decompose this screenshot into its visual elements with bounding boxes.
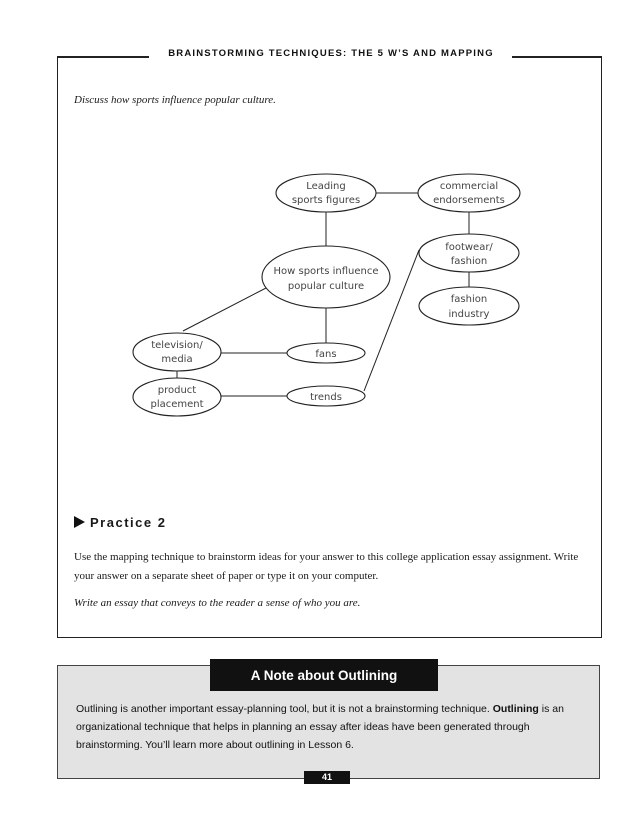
section-title: BRAINSTORMING TECHNIQUES: THE 5 W’S AND MAPPING — [168, 48, 494, 59]
practice-instructions: Use the mapping technique to brainstorm ideas for your answer to this college application essay assignment. Write your answer on a separate sheet of paper or type it on your computer. — [74, 551, 579, 582]
product-line-2: placement — [150, 399, 204, 410]
television-line-2: media — [161, 354, 193, 365]
note-body-start: Outlining is another important essay-planning tool, but it is not a brainstorming technique. — [76, 703, 493, 715]
leading-line-2: sports figures — [291, 195, 361, 206]
center-line-2: popular culture — [287, 281, 365, 292]
note-body-end: is an organizational technique that helps in planning an essay after ideas have been generated through brainstorming. You’ll learn more about outlining in Lesson 6. — [76, 703, 564, 751]
edge-center-television — [183, 287, 268, 331]
page-number: 41 — [304, 771, 350, 784]
triangle-bullet-icon — [74, 516, 85, 528]
fans-line-1: fans — [315, 349, 337, 360]
practice-heading-text: Practice 2 — [90, 515, 167, 530]
note-title: A Note about Outlining — [210, 659, 438, 691]
node-center — [262, 246, 390, 308]
practice-assignment: Write an essay that conveys to the reader a sense of who you are. — [74, 597, 361, 609]
note-body — [76, 700, 591, 754]
fashion-industry-line-2: industry — [448, 309, 490, 320]
discussion-prompt: Discuss how sports influence popular culture. — [74, 94, 276, 106]
product-line-1: product — [157, 385, 197, 396]
center-line-1: How sports influence — [273, 266, 379, 277]
node-television-media — [133, 333, 221, 371]
television-line-1: television/ — [151, 340, 203, 351]
practice-heading — [74, 515, 166, 530]
node-product-placement — [133, 378, 221, 416]
fashion-industry-line-1: fashion — [450, 294, 488, 305]
note-body-bold: Outlining — [492, 703, 539, 715]
leading-line-1: Leading — [306, 181, 346, 192]
footwear-line-2: fashion — [450, 256, 488, 267]
trends-line-1: trends — [310, 392, 342, 403]
node-commercial-endorsements — [418, 174, 520, 212]
node-leading-sports-figures — [276, 174, 376, 212]
commercial-line-1: commercial — [439, 181, 499, 192]
commercial-line-2: endorsements — [433, 195, 505, 206]
footwear-line-1: footwear/ — [445, 242, 493, 253]
